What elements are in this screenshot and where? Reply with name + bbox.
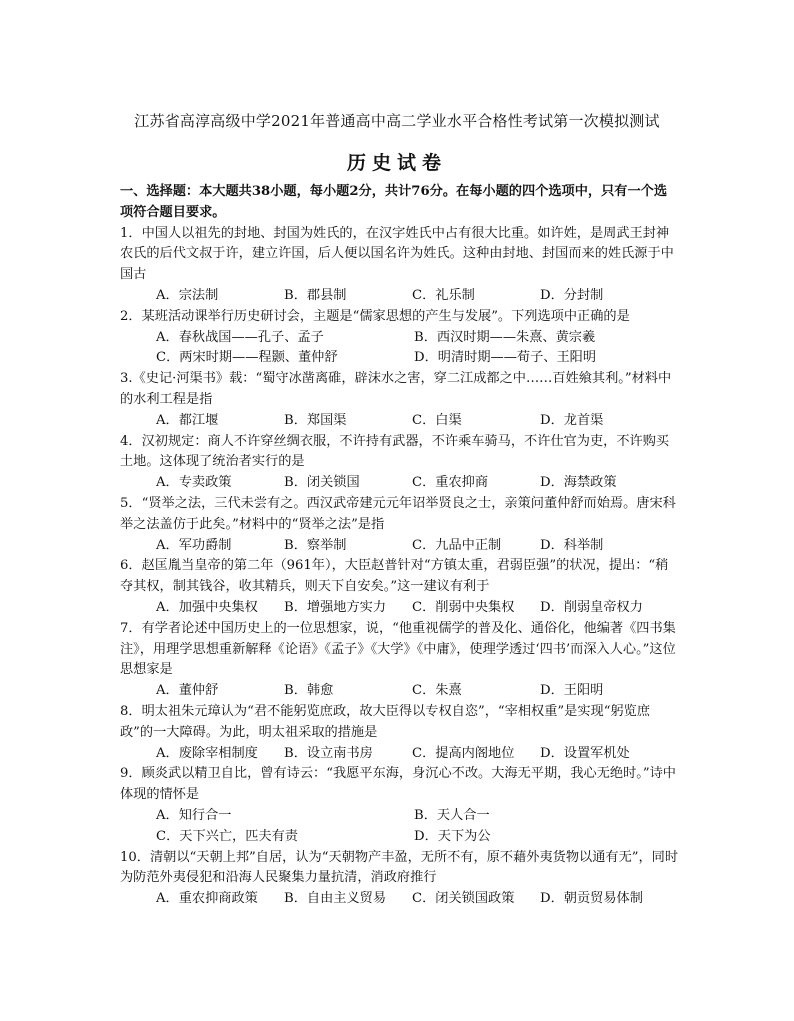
option-c: C．提高内阁地位	[412, 745, 515, 761]
question-6	[120, 556, 680, 618]
page-title: 历史试卷	[346, 152, 447, 174]
option-d: D．削弱皇帝权力	[540, 599, 643, 615]
option-d: D．龙首渠	[540, 412, 604, 428]
question-3	[120, 369, 680, 431]
option-a: A．宗法制	[156, 287, 219, 303]
options-row	[120, 348, 680, 369]
option-c: C．白渠	[412, 412, 462, 428]
question-stem: 4．汉初规定：商人不许穿丝绸衣服，不许持有武器，不许乘车骑马，不许仕官为吏，不许购买土地。这体现了统治者实行的是	[120, 433, 670, 470]
option-a: A．加强中央集权	[156, 599, 258, 615]
section-instructions: 一、选择题：本大题共38小题，每小题2分，共计76分。在每小题的四个选项中，只有一个选项符合题目要求。	[120, 184, 668, 220]
option-d: D．海禁政策	[540, 475, 617, 491]
question-1	[120, 224, 680, 307]
option-a: A．专卖政策	[156, 475, 232, 491]
option-b: B．自由主义贸易	[284, 891, 387, 907]
question-stem: 2．某班活动课举行历史研讨会，主题是“儒家思想的产生与发展”。下列选项中正确的是	[120, 308, 630, 324]
option-a: A．都江堰	[156, 412, 219, 428]
option-d: D．分封制	[540, 287, 604, 303]
option-b: B．郑国渠	[284, 412, 347, 428]
option-c: C．两宋时期——程颢、董仲舒	[156, 350, 338, 366]
exam-content	[120, 182, 680, 910]
option-a: A．军功爵制	[156, 537, 232, 553]
question-stem: 1．中国人以祖先的封地、封国为姓氏的，在汉字姓氏中占有很大比重。如许姓，是周武王封神农氏的后代文叔于许，建立许国，后人便以国名许为姓氏。这种由封地、封国而来的姓氏源于中国古	[120, 225, 674, 283]
option-d: D．明清时期——荀子、王阳明	[414, 350, 597, 366]
question-stem: 6．赵匡胤当皇帝的第二年（961年），大臣赵普针对“方镇太重，君弱臣强”的状况，提出：“稍夺其权，制其钱谷，收其精兵，则天下自安矣。”这一建议有利于	[120, 558, 669, 595]
option-a: A．知行合一	[156, 807, 232, 823]
option-d: D．科举制	[540, 537, 604, 553]
option-b: B．天人合一	[414, 807, 490, 823]
question-stem: 10．清朝以“天朝上邦”自居，认为“天朝物产丰盈，无所不有，原不藉外夷货物以通有无”，同时为防范外夷侵犯和沿海人民聚集力量抗清，消政府推行	[120, 849, 679, 886]
question-8	[120, 702, 680, 764]
options-row	[120, 681, 680, 702]
option-b: B．郡县制	[284, 287, 347, 303]
question-7	[120, 619, 680, 702]
option-d: D．设置军机处	[540, 745, 630, 761]
option-b: B．增强地方实力	[284, 599, 387, 615]
options-row	[120, 473, 680, 494]
question-stem: 7．有学者论述中国历史上的一位思想家，说，“他重视儒学的普及化、通俗化，他编著《四书集注》，用理学思想重新解释《论语》《孟子》《大学》《中庸》，使理学透过‘四书’而深入人心。”这位思想家是	[120, 620, 676, 678]
question-stem: 3.《史记·河渠书》载：“蜀守冰凿离碓，辟沫水之害，穿二江成都之中……百姓飨其利。”材料中的水利工程是指	[120, 371, 672, 407]
option-a: A．废除宰相制度	[156, 745, 258, 761]
options-row	[120, 806, 680, 827]
option-d: D．天下为公	[414, 828, 491, 844]
question-5	[120, 494, 680, 556]
option-b: B．设立南书房	[284, 745, 373, 761]
options-row	[120, 328, 680, 349]
option-d: D．王阳明	[540, 683, 604, 699]
options-row	[120, 889, 680, 910]
question-stem: 8．明太祖朱元璋认为“君不能躬览庶政，故大臣得以专权自恣”，“宰相权重”是实现“躬览庶政”的一大障碍。为此，明太祖采取的措施是	[120, 703, 651, 740]
question-4	[120, 432, 680, 494]
option-c: C．朱熹	[412, 683, 462, 699]
options-row	[120, 598, 680, 619]
option-c: C．天下兴亡，匹夫有责	[156, 828, 298, 844]
option-c: C．削弱中央集权	[412, 599, 515, 615]
option-b: B．闭关锁国	[284, 475, 360, 491]
question-10	[120, 848, 680, 910]
option-c: C．礼乐制	[412, 287, 475, 303]
option-c: C．闭关锁国政策	[412, 891, 515, 907]
option-b: B．察举制	[284, 537, 347, 553]
options-row	[120, 536, 680, 557]
options-row	[120, 411, 680, 432]
option-a: A．重农抑商政策	[156, 891, 258, 907]
question-stem: 9．顾炎武以精卫自比，曾有诗云：“我愿平东海，身沉心不改。大海无平期，我心无绝时。”诗中体现的情怀是	[120, 766, 676, 803]
question-stem: 5．“贤举之法，三代未尝有之。西汉武帝建元元年诏举贤良之士，亲策问董仲舒而始焉。唐宋科举之法盖仿于此矣。”材料中的“贤举之法”是指	[120, 495, 676, 532]
exam-header: 江苏省高淳高级中学2021年普通高中高二学业水平合格性考试第一次模拟测试	[134, 112, 660, 130]
option-d: D．朝贡贸易体制	[540, 891, 643, 907]
options-row	[120, 827, 680, 848]
option-c: C．九品中正制	[412, 537, 502, 553]
option-b: B．韩愈	[284, 683, 334, 699]
options-row	[120, 744, 680, 765]
option-c: C．重农抑商	[412, 475, 489, 491]
question-9	[120, 764, 680, 847]
options-row	[120, 286, 680, 307]
option-a: A．春秋战国——孔子、孟子	[156, 329, 324, 345]
option-b: B．西汉时期——朱熹、黄宗羲	[414, 329, 596, 345]
question-2	[120, 307, 680, 369]
option-a: A．董仲舒	[156, 683, 219, 699]
